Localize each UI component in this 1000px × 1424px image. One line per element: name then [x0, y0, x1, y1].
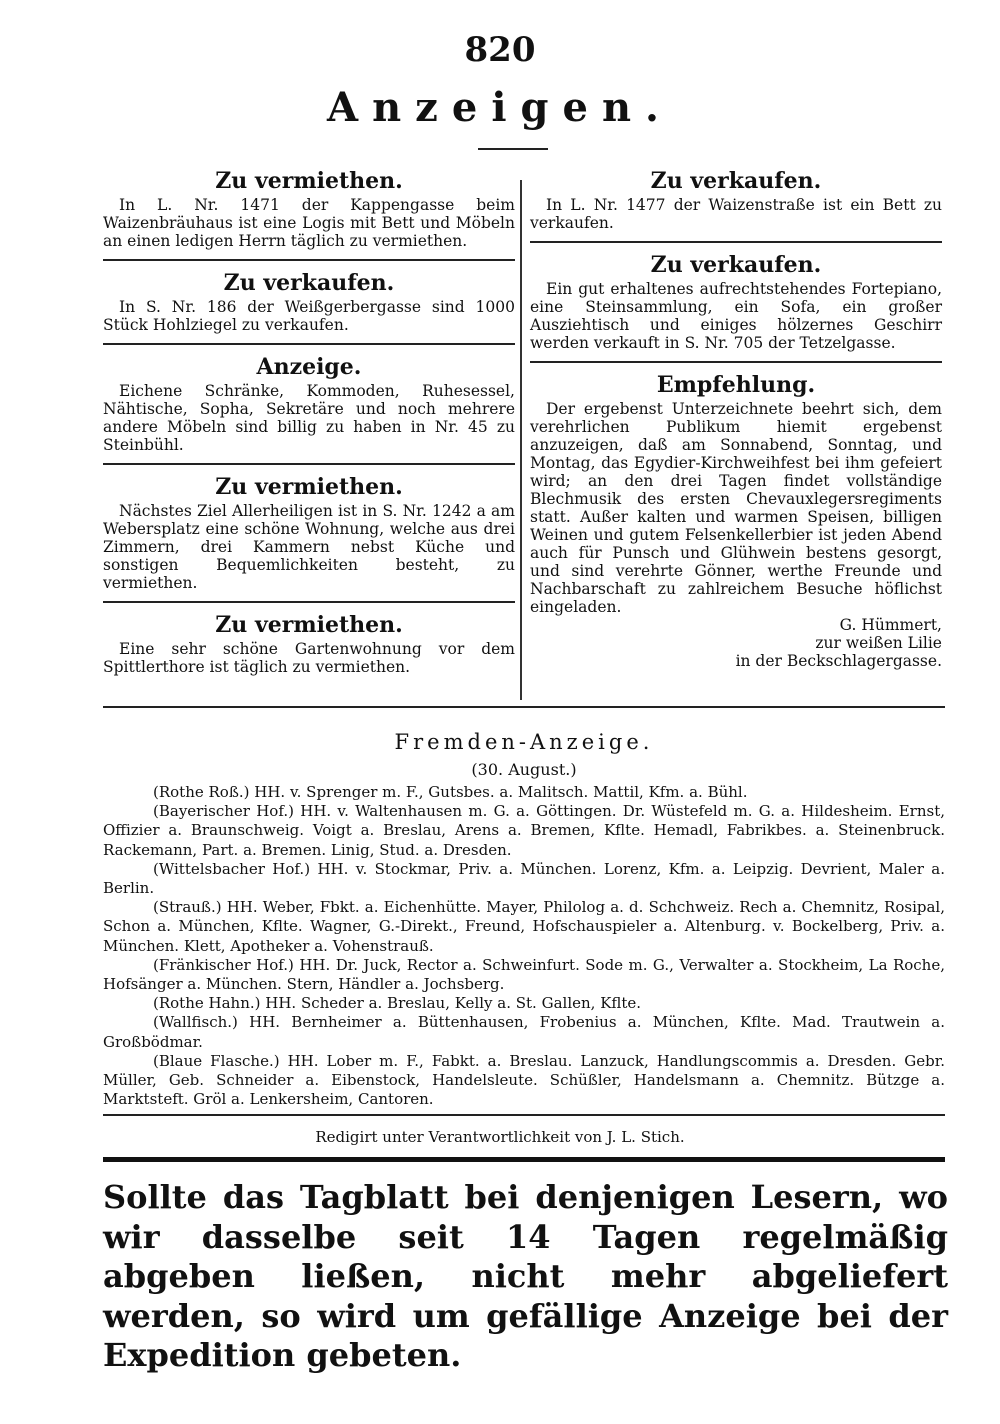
page-number: 820 [464, 30, 536, 70]
right-column [530, 168, 942, 670]
ad-text: In L. Nr. 1477 der Waizenstraße ist ein Bett zu verkaufen. [530, 196, 942, 232]
title-rule [478, 148, 548, 150]
fremden-entry: (Fränkischer Hof.) HH. Dr. Juck, Rector a. Schweinfurt. Sode m. G., Verwalter a. Stockheim, La Roche, Hofsänger a. München. Stern, Händler a. Jochsberg. [103, 955, 945, 994]
ad-text: Der ergebenst Unterzeichnete beehrt sich, dem verehrlichen Publikum hiemit ergebenst anzuzeigen, daß am Sonnabend, Sonntag, und Montag, das Egydier-Kirchweihfest bei ihm gefeiert wird; an den drei Tagen findet vollständige Blechmusik des ersten Chevauxlegersregiments statt. Außer kalten und warmen Speisen, billigen Weinen und gutem Felsenkellerbier ist jeden Abend auch für Punsch und Glühwein bestens gesorgt, und sind verehrte Gönner, werthe Freunde und Nachbarschaft zu zahlreichem Besuche höflichst eingeladen. [530, 400, 942, 616]
fremden-entry: (Rothe Hahn.) HH. Scheder a. Breslau, Kelly a. St. Gallen, Kflte. [153, 994, 642, 1013]
editor-line: Redigirt unter Verantwortlichkeit von J. L. Stich. [315, 1128, 685, 1146]
section-rule [103, 1114, 945, 1116]
ad-heading: Zu vermiethen. [215, 612, 403, 638]
fremden-date: (30. August.) [471, 760, 577, 779]
ad-text: In S. Nr. 186 der Weißgerbergasse sind 1000 Stück Hohlziegel zu verkaufen. [103, 298, 515, 334]
ad-left-1 [103, 168, 515, 250]
ad-heading: Zu verkaufen. [223, 270, 395, 296]
left-column [103, 168, 515, 676]
ad-left-3 [103, 354, 515, 454]
fremden-entry: (Blaue Flasche.) HH. Lober m. F., Fabkt. a. Breslau. Lanzuck, Handlungscommis a. Dresden. Gebr. Müller, Geb. Schneider a. Eibenstock, Handelsleute. Schüßler, Handelsmann a. Chemnitz. Bützge a. Marktsteft. Gröl a. Lenkersheim, Cantoren. [103, 1051, 945, 1109]
fremden-anzeige [103, 730, 945, 1109]
ad-separator [103, 343, 515, 345]
ad-text: Eine sehr schöne Gartenwohnung vor dem Spittlerthore ist täglich zu vermiethen. [103, 640, 515, 676]
page-title: Anzeigen. [327, 84, 673, 131]
section-rule [103, 706, 945, 708]
fremden-entry: (Wittelsbacher Hof.) HH. v. Stockmar, Priv. a. München. Lorenz, Kfm. a. Leipzig. Devrient, Maler a. Berlin. [103, 859, 945, 898]
fremden-entry: (Bayerischer Hof.) HH. v. Waltenhausen m. G. a. Göttingen. Dr. Wüstefeld m. G. a. Hildesheim. Ernst, Offizier a. Braunschweig. Voigt a. Breslau, Arens a. Bremen, Kflte. Hemadl, Fabrikbes. a. Steinenbruck. Rackemann, Part. a. Bremen. Linig, Stud. a. Dresden. [103, 802, 945, 859]
subscriber-notice: Sollte das Tagblatt bei denjenigen Lesern, wo wir dasselbe seit 14 Tagen regelmäßig abgeben ließen, nicht mehr abgeliefert werden, so wird um gefällige Anzeige bei der Expedition gebeten. [103, 1178, 948, 1374]
ad-separator [530, 361, 942, 363]
ad-right-2 [530, 252, 942, 352]
ad-left-4 [103, 474, 515, 592]
ad-text: Eichene Schränke, Kommoden, Ruhesessel, Nähtische, Sopha, Sekretäre und noch mehrere andere Möbeln sind billig zu haben in Nr. 45 zu Steinbühl. [103, 382, 515, 454]
ad-left-2 [103, 270, 515, 334]
ad-heading: Zu verkaufen. [650, 252, 822, 278]
ad-heading: Zu vermiethen. [215, 474, 403, 500]
signature-line-2: zur weißen Lilie [815, 634, 942, 652]
ad-heading: Empfehlung. [656, 372, 816, 398]
ad-separator [530, 241, 942, 243]
ad-heading: Anzeige. [256, 354, 362, 380]
signature-line-3: in der Beckschlagergasse. [735, 652, 942, 670]
ad-heading: Zu vermiethen. [215, 168, 403, 194]
ad-left-5 [103, 612, 515, 676]
ad-right-1 [530, 168, 942, 232]
signature-name: G. Hümmert, [839, 616, 942, 634]
ad-separator [103, 259, 515, 261]
ad-text: Nächstes Ziel Allerheiligen ist in S. Nr. 1242 a am Webersplatz eine schöne Wohnung, welche aus drei Zimmern, drei Kammern nebst Küche und sonstigen Bequemlichkeiten besteht, zu vermiethen. [103, 502, 515, 592]
fremden-entry: (Wallfisch.) HH. Bernheimer a. Büttenhausen, Frobenius a. München, Kflte. Mad. Trautwein a. Großbödmar. [103, 1013, 945, 1051]
ad-right-3 [530, 372, 942, 670]
column-divider [520, 180, 522, 700]
fremden-entry: (Strauß.) HH. Weber, Fbkt. a. Eichenhütte. Mayer, Philolog a. d. Schchweiz. Rech a. Chemnitz, Rosipal, Schon a. München, Kflte. Wagner, G.-Direkt., Freund, Hofschauspieler a. Altenburg. v. Bockelberg, Priv. a. München. Klett, Apotheker a. Vohenstrauß. [103, 898, 945, 955]
fremden-heading: Fremden-Anzeige. [394, 730, 654, 754]
ad-heading: Zu verkaufen. [650, 168, 822, 194]
ad-separator [103, 601, 515, 603]
ad-text: Ein gut erhaltenes aufrechtstehendes Fortepiano, eine Steinsammlung, ein Sofa, ein großer Ausziehtisch und einiges hölzernes Geschirr werden verkauft in S. Nr. 705 der Tetzelgasse. [530, 280, 942, 352]
ad-separator [103, 463, 515, 465]
fremden-entry: (Rothe Roß.) HH. v. Sprenger m. F., Gutsbes. a. Malitsch. Mattil, Kfm. a. Bühl. [153, 783, 748, 801]
thick-rule [103, 1157, 945, 1162]
ad-text: In L. Nr. 1471 der Kappengasse beim Waizenbräuhaus ist eine Logis mit Bett und Möbeln an einen ledigen Herrn täglich zu vermiethen. [103, 196, 515, 250]
